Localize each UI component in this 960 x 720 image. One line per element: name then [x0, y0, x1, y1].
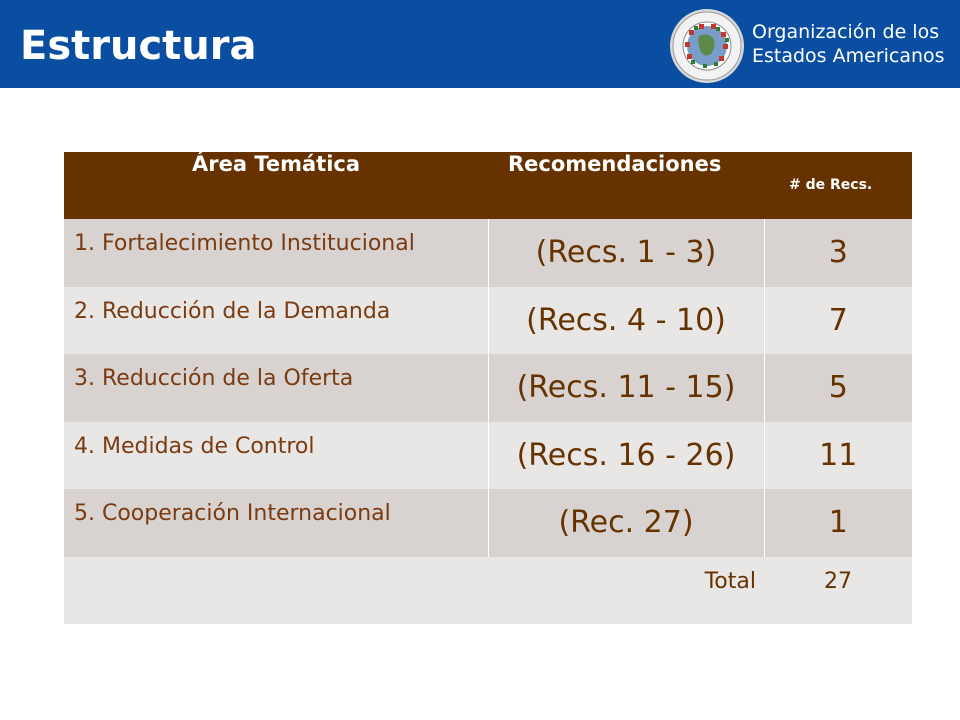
area-cell: 2. Reducción de la Demanda — [64, 287, 488, 355]
area-cell: 5. Cooperación Internacional — [64, 489, 488, 557]
count-cell: 7 — [764, 287, 912, 355]
header-area: Área Temática — [191, 152, 361, 176]
range-cell: (Rec. 27) — [488, 489, 764, 557]
page-title: Estructura — [20, 23, 257, 69]
header-recommendations-label: Recomendaciones — [508, 152, 722, 176]
area-cell: 4. Medidas de Control — [64, 422, 488, 490]
table-row — [64, 219, 912, 287]
table-row — [64, 422, 912, 490]
organization-name — [752, 20, 945, 68]
range-cell: (Recs. 1 - 3) — [488, 219, 764, 287]
range-cell: (Recs. 4 - 10) — [488, 287, 764, 355]
table-header-row — [64, 152, 912, 219]
org-name-line-1: Organización de los — [752, 21, 940, 43]
count-cell: 3 — [764, 219, 912, 287]
table-row — [64, 287, 912, 355]
table-row — [64, 354, 912, 422]
total-value: 27 — [824, 568, 852, 594]
area-cell: 3. Reducción de la Oferta — [64, 354, 488, 422]
recommendations-table — [64, 152, 912, 624]
range-cell: (Recs. 16 - 26) — [488, 422, 764, 490]
table-row — [64, 489, 912, 557]
area-cell: 1. Fortalecimiento Institucional — [64, 219, 488, 287]
count-cell: 5 — [764, 354, 912, 422]
header-count: # de Recs. — [789, 177, 873, 193]
count-cell: 1 — [764, 489, 912, 557]
total-label: Total — [704, 568, 756, 594]
total-row — [64, 557, 912, 625]
count-cell: 11 — [764, 422, 912, 490]
oas-seal-icon — [669, 8, 745, 84]
range-cell: (Recs. 11 - 15) — [488, 354, 764, 422]
org-name-line-2: Estados Americanos — [752, 45, 945, 67]
header-bar — [0, 0, 960, 88]
header-recommendations — [488, 152, 912, 219]
